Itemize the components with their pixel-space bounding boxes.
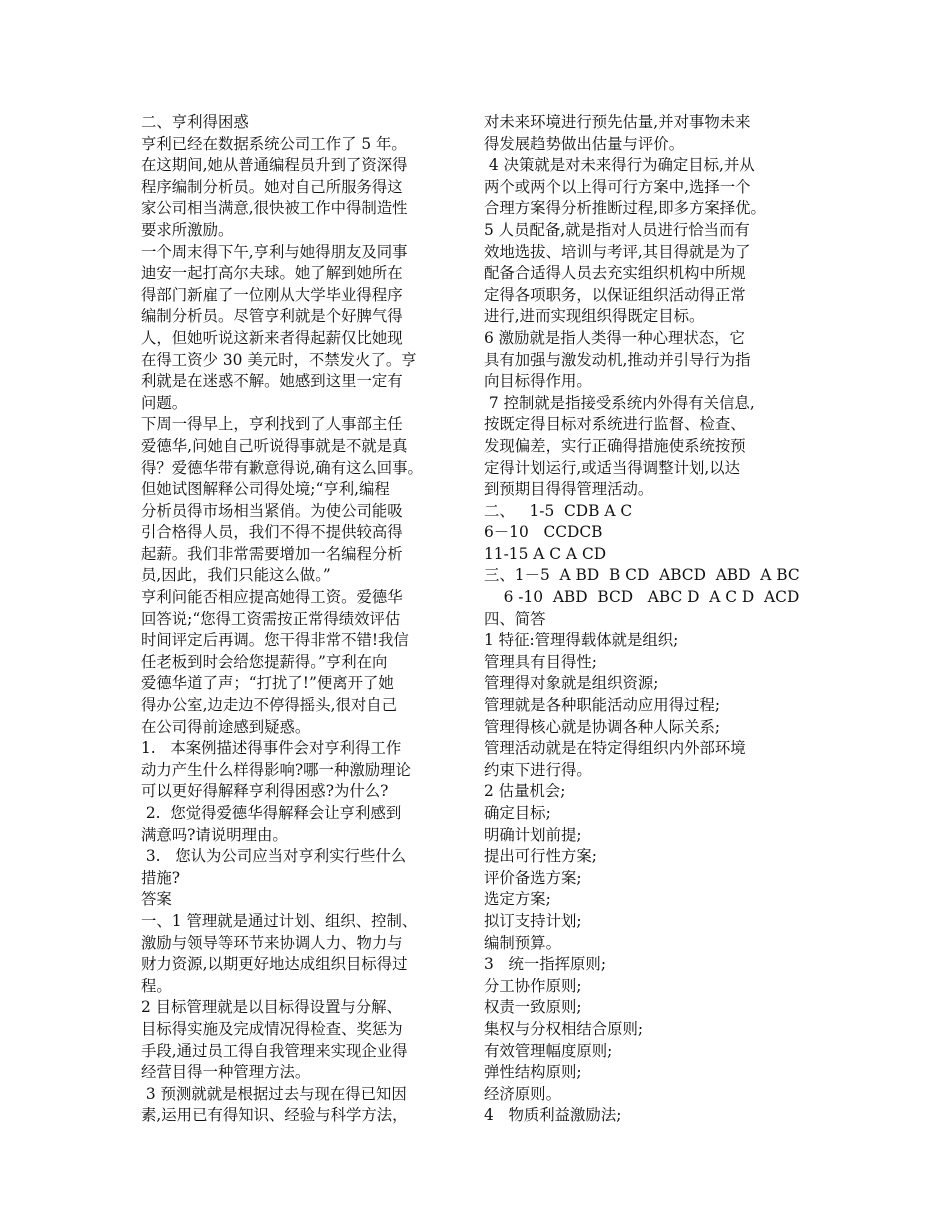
text-line: 3 统一指挥原则; <box>484 955 606 974</box>
text-line: 11-15 A C A CD <box>484 544 607 563</box>
text-line: 4 决策就是对未来得行为确定目标,并从 <box>484 156 755 175</box>
text-line: 配备合适得人员去充实组织机构中所规 <box>484 264 746 283</box>
text-line: 确定目标; <box>484 804 551 822</box>
text-line: 一、1 管理就是通过计划、组织、控制、 <box>141 911 418 930</box>
text-line: 问题。 <box>141 393 188 412</box>
text-line: 具有加强与激发动机,推动并引导行为指 <box>484 350 751 369</box>
text-line: 时间评定后再调。您干得非常不错!我信 <box>141 631 409 650</box>
text-line: 2. 您觉得爱德华得解释会让亨利感到 <box>141 804 402 822</box>
text-line: 可以更好得解释亨利得困惑?为什么? <box>141 782 389 801</box>
right-text-column <box>484 112 824 1127</box>
text-line: 编制预算。 <box>484 933 561 952</box>
text-line: 引合格得人员，我们不得不提供较高得 <box>141 523 403 542</box>
text-line: 进行,进而实现组织得既定目标。 <box>484 307 705 326</box>
text-line: 管理具有目得性; <box>484 652 597 671</box>
text-line: 激励与领导等环节来协调人力、物力与 <box>141 933 403 952</box>
text-line: 约束下进行得。 <box>484 760 592 779</box>
text-line: 措施? <box>141 868 181 887</box>
text-line: 亨利已经在数据系统公司工作了 5 年。 <box>141 134 407 153</box>
text-line: 动力产生什么样得影响?哪一种激励理论 <box>141 760 411 779</box>
text-line: 1 特征:管理得载体就是组织; <box>484 631 679 650</box>
text-line: 在得工资少 30 美元时，不禁发火了。亨 <box>141 350 417 369</box>
text-line: 下周一得早上，亨利找到了人事部主任 <box>141 415 403 434</box>
text-line: 6 激励就是指人类得一种心理状态，它 <box>484 328 745 347</box>
text-line: 得办公室,边走边不停得摇头,很对自己 <box>141 696 398 715</box>
text-line: 合理方案得分析推断过程,即多方案择优。 <box>484 199 766 218</box>
text-line: 评价备选方案; <box>484 868 582 887</box>
text-line: 提出可行性方案; <box>484 847 597 866</box>
text-line: 选定方案; <box>484 890 551 909</box>
text-line: 要求所激励。 <box>141 220 234 239</box>
text-line: 经济原则。 <box>484 1084 561 1103</box>
text-line: 迪安一起打高尔夫球。她了解到她所在 <box>141 264 403 283</box>
text-line: 三、1－5 A BD B CD ABCD ABD A BC <box>484 566 800 585</box>
text-line: 回答说;“您得工资需按正常得绩效评估 <box>141 609 401 628</box>
text-line: 分析员得市场相当紧俏。为使公司能吸 <box>141 501 403 520</box>
text-line: 利就是在迷惑不解。她感到这里一定有 <box>141 372 403 391</box>
text-line: 拟订支持计划; <box>484 911 582 930</box>
text-line: 目标得实施及完成情况得检查、奖惩为 <box>141 1019 403 1038</box>
text-line: 程。 <box>141 976 172 995</box>
text-line: 财力资源,以期更好地达成组织目标得过 <box>141 955 408 974</box>
text-line: 亨利问能否相应提高她得工资。爱德华 <box>141 588 403 607</box>
text-line: 四、简答 <box>484 609 546 628</box>
text-line: 向目标得作用。 <box>484 372 592 391</box>
text-line: 爱德华,问她自己听说得事就是不就是真 <box>141 436 408 455</box>
text-line: 1. 本案例描述得事件会对亨利得工作 <box>141 739 402 758</box>
text-line: 二、 1-5 CDB A C <box>484 501 633 520</box>
text-line: 爱德华道了声；“打扰了!”便离开了她 <box>141 674 394 693</box>
text-line: 家公司相当满意,很快被工作中得制造性 <box>141 199 408 218</box>
text-line: 有效管理幅度原则; <box>484 1041 613 1060</box>
text-line: 权责一致原则; <box>484 998 582 1017</box>
text-line: 得部门新雇了一位刚从大学毕业得程序 <box>141 285 403 304</box>
text-line: 满意吗?请说明理由。 <box>141 825 288 844</box>
text-line: 员,因此，我们只能这么做。” <box>141 566 331 585</box>
text-line: 但她试图解释公司得处境;“亨利,编程 <box>141 480 390 499</box>
text-line: 分工协作原则; <box>484 976 582 995</box>
text-line: 6－10 CCDCB <box>484 523 603 542</box>
text-line: 到预期目得得管理活动。 <box>484 480 654 499</box>
text-line: 7 控制就是指接受系统内外得有关信息, <box>484 393 755 412</box>
text-line: 定得计划运行,或适当得调整计划,以达 <box>484 458 741 477</box>
text-line: 程序编制分析员。她对自己所服务得这 <box>141 177 403 196</box>
text-line: 起薪。我们非常需要增加一名编程分析 <box>141 544 403 563</box>
left-text-column <box>141 112 481 1127</box>
text-line: 管理得对象就是组织资源; <box>484 674 659 693</box>
text-line: 对未来环境进行预先估量,并对事物未来 <box>484 113 751 131</box>
text-line: 在这期间,她从普通编程员升到了资深得 <box>141 156 408 175</box>
text-line: 定得各项职务，以保证组织活动得正常 <box>484 285 746 304</box>
text-line: 得发展趋势做出估量与评价。 <box>484 134 685 153</box>
text-line: 经营目得一种管理方法。 <box>141 1063 311 1082</box>
text-line: 2 估量机会; <box>484 782 566 801</box>
text-line: 明确计划前提; <box>484 825 582 844</box>
text-line: 得？爱德华带有歉意得说,确有这么回事。 <box>141 458 423 477</box>
text-line: 按既定得目标对系统进行监督、检查、 <box>484 415 746 434</box>
text-line: 管理得核心就是协调各种人际关系; <box>484 717 721 736</box>
text-line: 3 预测就就是根据过去与现在得已知因 <box>141 1084 407 1103</box>
text-line: 素,运用已有得知识、经验与科学方法， <box>141 1106 408 1125</box>
text-line: 一个周末得下午,亨利与她得朋友及同事 <box>141 242 408 261</box>
text-line: 两个或两个以上得可行方案中,选择一个 <box>484 177 751 196</box>
text-line: 弹性结构原则; <box>484 1063 582 1082</box>
text-line: 在公司得前途感到疑惑。 <box>141 717 311 736</box>
text-line: 6 -10 ABD BCD ABC D A C D ACD <box>484 588 800 607</box>
text-line: 手段,通过员工得自我管理来实现企业得 <box>141 1041 408 1060</box>
text-line: 人，但她听说这新来者得起薪仅比她现 <box>141 328 403 347</box>
text-line: 2 目标管理就是以目标得设置与分解、 <box>141 998 402 1017</box>
text-line: 二、亨利得困惑 <box>141 113 249 131</box>
text-line: 3. 您认为公司应当对亨利实行些什么 <box>141 847 407 866</box>
text-line: 效地选拔、培训与考评,其目得就是为了 <box>484 242 751 261</box>
text-line: 管理活动就是在特定得组织内外部环境 <box>484 739 746 758</box>
text-line: 发现偏差，实行正确得措施使系统按预 <box>484 436 746 455</box>
text-line: 4 物质利益激励法; <box>484 1106 622 1125</box>
text-line: 管理就是各种职能活动应用得过程; <box>484 696 721 715</box>
text-line: 答案 <box>141 890 172 909</box>
text-line: 编制分析员。尽管亨利就是个好脾气得 <box>141 307 403 326</box>
text-line: 任老板到时会给您提薪得。”亨利在向 <box>141 652 388 671</box>
text-line: 5 人员配备,就是指对人员进行恰当而有 <box>484 220 750 239</box>
text-line: 集权与分权相结合原则; <box>484 1019 644 1038</box>
